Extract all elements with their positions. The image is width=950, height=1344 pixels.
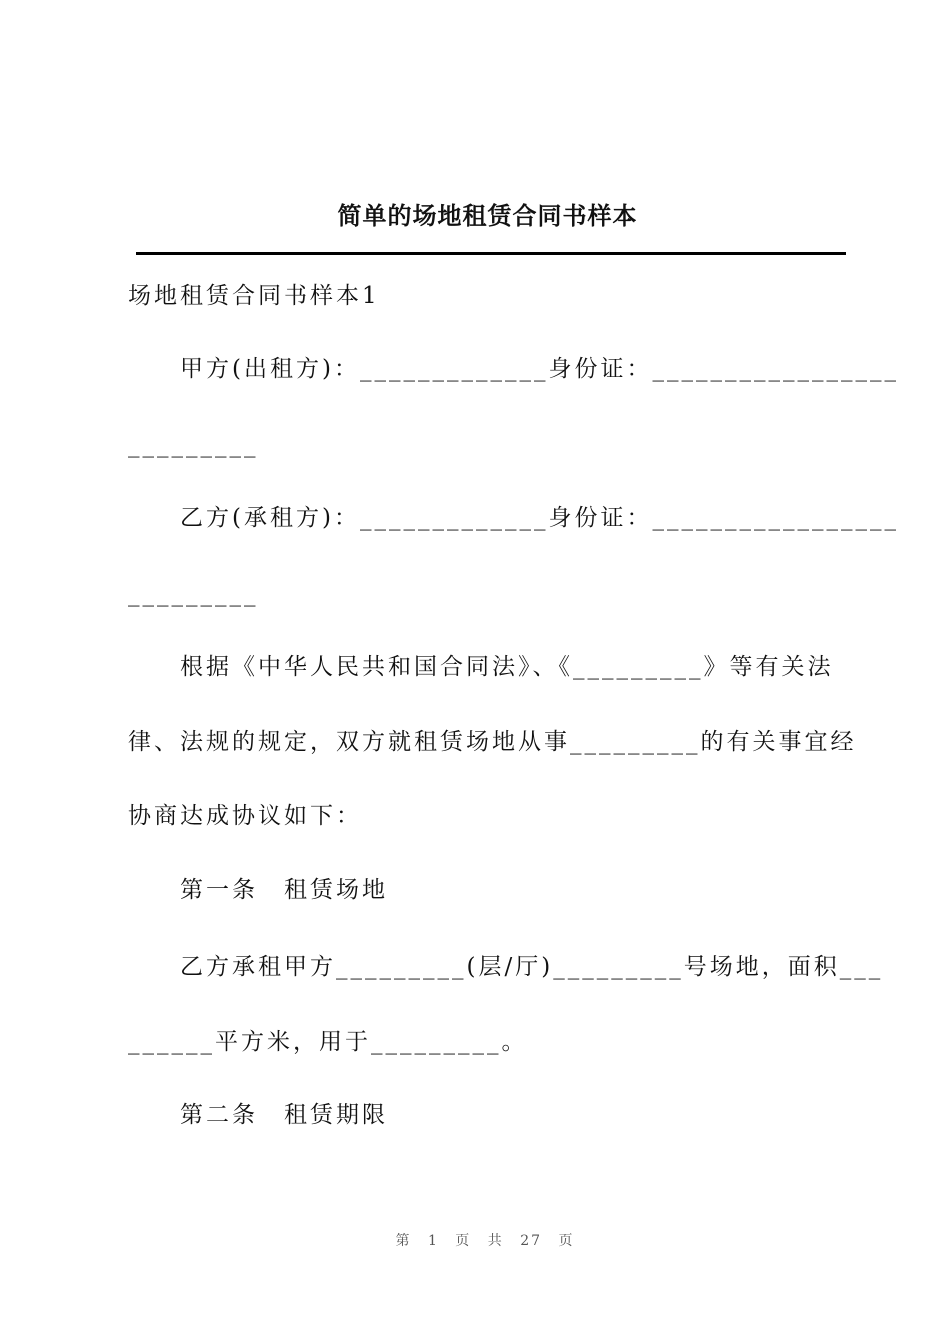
party-b-continuation: _________	[128, 581, 259, 607]
article-2-heading: 第二条 租赁期限	[180, 1102, 388, 1128]
article-1-text-line-2: ______平方米，用于_________。	[128, 1029, 528, 1055]
party-a-continuation: _________	[128, 432, 259, 458]
article-1-text-line-1: 乙方承租甲方_________(层/厅)_________号场地，面积___	[180, 954, 884, 980]
article-1-heading: 第一条 租赁场地	[180, 877, 388, 903]
party-a-line: 甲方(出租方)：_____________身份证：_________________	[180, 356, 899, 382]
preamble-line-2: 律、法规的规定，双方就租赁场地从事_________的有关事宜经	[128, 729, 857, 755]
document-title: 简单的场地租赁合同书样本	[337, 201, 638, 230]
party-b-line: 乙方(承租方)：_____________身份证：_________________	[180, 505, 899, 531]
preamble-line-1: 根据《中华人民共和国合同法》、《_________》等有关法	[180, 654, 834, 680]
page-footer: 第 1 页 共 27 页	[395, 1233, 575, 1249]
preamble-line-3: 协商达成协议如下：	[128, 803, 362, 829]
section-heading: 场地租赁合同书样本1	[128, 283, 380, 309]
title-divider	[136, 252, 846, 255]
